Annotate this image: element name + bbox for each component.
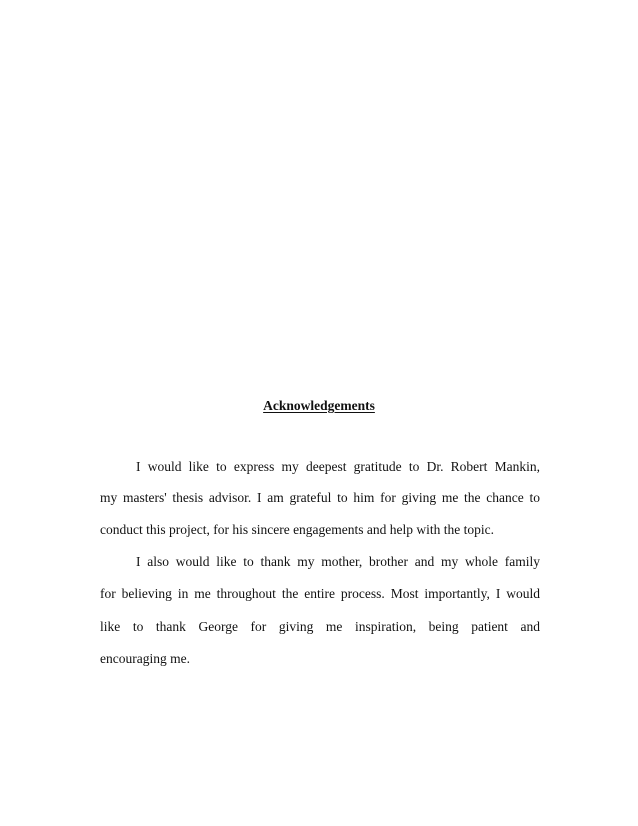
page-title: Acknowledgements (263, 398, 375, 413)
body-line: I would like to express my deepest gratitude to Dr. Robert Mankin, (136, 459, 540, 474)
body-line: I also would like to thank my mother, brother and my whole family (136, 554, 540, 569)
body-line: like to thank George for giving me inspiration, being patient and (100, 619, 540, 634)
body-line: encouraging me. (100, 651, 190, 666)
body-line: my masters' thesis advisor. I am grateful to him for giving me the chance to (100, 490, 540, 505)
body-line: conduct this project, for his sincere engagements and help with the topic. (100, 522, 495, 537)
body-line: for believing in me throughout the entire process. Most importantly, I would (100, 586, 540, 601)
